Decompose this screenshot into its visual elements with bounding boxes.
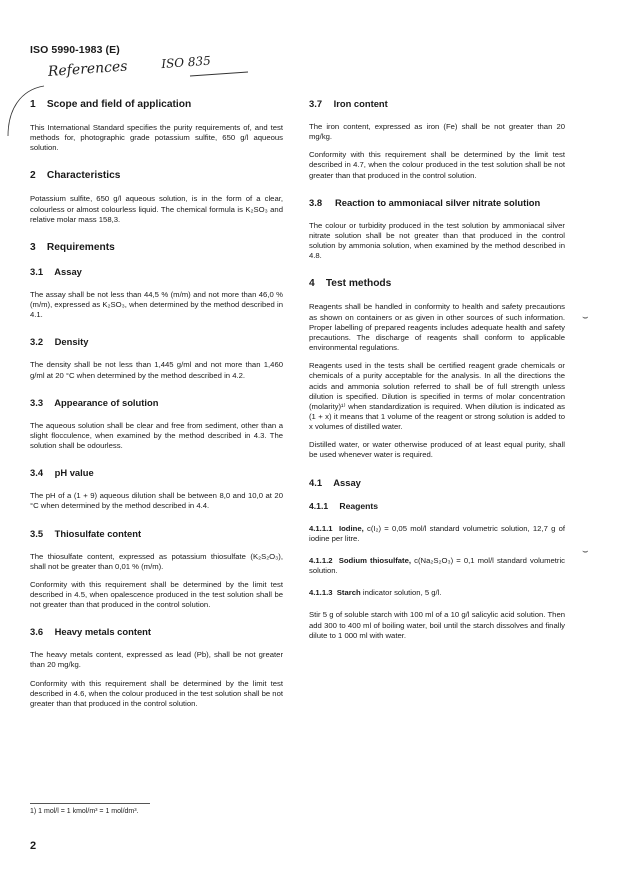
paragraph: Reagents used in the tests shall be certified reagent grade chemicals or chemicals of a purity acceptable for the analysis. In all the directions the acids and ammonia solution referred to shall be of full strength unless dilution is specified. Dilution is specified in terms of molar concentration (molarity)¹⁾ when standardization is required. When dilution is indicated as (1 + x) it means that 1 volume of the reagent or strong solution is added to x volumes of distilled water. bbox=[309, 361, 565, 432]
paragraph: This International Standard specifies the purity requirements of, and test methods for, photographic grade potassium sulfite, 650 g/l aqueous solution. bbox=[30, 123, 283, 153]
scan-mark: ⌣ bbox=[582, 546, 589, 557]
section-heading: 4 Test methods bbox=[309, 278, 392, 290]
subsection-heading: 3.5 Thiosulfate content bbox=[30, 527, 142, 539]
paragraph: Potassium sulfite, 650 g/l aqueous solution, is in the form of a clear, colourless or almost colourless liquid. The chemical formula is K₂SO₃ and relative molar mass 158,3. bbox=[30, 194, 283, 224]
paragraph: Distilled water, or water otherwise produced of at least equal purity, shall be used whenever water is required. bbox=[309, 440, 565, 460]
handwritten-reference-number: ISO 835 bbox=[160, 53, 212, 72]
paragraph: Conformity with this requirement shall be determined by the limit test described in 4.5, when opalescence produced in the test solution shall be not greater than that produced in the control solution. bbox=[30, 579, 283, 610]
paragraph: Conformity with this requirement shall be determined by the limit test described in 4.7, when the colour produced in the test solution shall be not greater than that produced in the control solution. bbox=[309, 150, 565, 180]
paragraph: The aqueous solution shall be clear and free from sediment, other than a slight flocculence, when examined by the method described in 4.3. The solution shall be odourless. bbox=[30, 420, 283, 451]
footnote: 1) 1 mol/l = 1 kmol/m³ = 1 mol/dm³. bbox=[30, 808, 139, 815]
subsection-heading: 3.4 pH value bbox=[30, 467, 94, 479]
reagent-item: 4.1.1.1 Iodine, c(I₂) = 0,05 mol/l standard volumetric solution, 12,7 g of iodine per litre. bbox=[309, 523, 565, 543]
page-number: 2 bbox=[30, 840, 37, 852]
section-heading: 2 Characteristics bbox=[30, 170, 121, 182]
section-heading: 1 Scope and field of application bbox=[30, 99, 192, 110]
footnote-rule bbox=[30, 803, 150, 804]
paragraph: The assay shall be not less than 44,5 % (m/m) and not more than 46,0 % (m/m), expressed as K₂SO₃, when determined by the method described in 4.1. bbox=[30, 289, 283, 320]
subsection-heading: 3.2 Density bbox=[30, 336, 89, 348]
paragraph: The iron content, expressed as iron (Fe) shall be not greater than 20 mg/kg. bbox=[309, 122, 565, 142]
paragraph: Stir 5 g of soluble starch with 100 ml of a 10 g/l salicylic acid solution. Then add 300 to 400 ml of boiling water, boil until the starch dissolves and finally dilute to 1 000 ml with water. bbox=[309, 610, 565, 640]
right-column bbox=[309, 98, 565, 641]
paragraph: Conformity with this requirement shall be determined by the limit test described in 4.6, when the colour produced in the test solution shall be not greater than that produced in the control solution. bbox=[30, 678, 283, 708]
left-column bbox=[30, 98, 283, 709]
reagent-item: 4.1.1.2 Sodium thiosulfate, c(Na₂S₂O₃) = 0,1 mol/l standard volumetric solution. bbox=[309, 555, 566, 576]
subsection-heading: 3.7 Iron content bbox=[309, 98, 388, 109]
subsection-heading: 4.1 Assay bbox=[309, 476, 361, 488]
paragraph: Reagents shall be handled in conformity to health and safety precautions as shown on containers or as given in other sources of such information. Proper labelling of prepared reagents includes adequate health and safety precautions. The discharge of reagents shall conform to applicable environmental regulations. bbox=[309, 302, 565, 353]
paragraph: The colour or turbidity produced in the test solution by ammoniacal silver nitrate solution shall be not greater than that produced in the control solution by ammonia solution, when examined by the method described in 4.8. bbox=[309, 220, 565, 261]
scan-mark: ⌣ bbox=[582, 312, 589, 323]
subsubsection-heading: 4.1.1 Reagents bbox=[309, 500, 379, 511]
paragraph: The thiosulfate content, expressed as potassium thiosulfate (K₂S₂O₃), shall not be greater than 0,01 % (m/m). bbox=[30, 551, 283, 571]
subsection-heading: 3.8 Reaction to ammoniacal silver nitrate solution bbox=[309, 196, 541, 208]
subsection-heading: 3.1 Assay bbox=[30, 265, 82, 277]
paragraph: The density shall be not less than 1,445 g/ml and not more than 1,460 g/ml at 20 °C when determined by the method described in 4.2. bbox=[30, 360, 283, 380]
subsection-heading: 3.3 Appearance of solution bbox=[30, 396, 159, 408]
reagent-item: 4.1.1.3 Starch indicator solution, 5 g/l. bbox=[309, 588, 442, 598]
paragraph: The heavy metals content, expressed as lead (Pb), shall be not greater than 20 mg/kg. bbox=[30, 650, 283, 670]
document-header: ISO 5990-1983 (E) bbox=[30, 44, 120, 56]
handwritten-references: References bbox=[47, 58, 128, 80]
section-heading: 3 Requirements bbox=[30, 241, 115, 253]
paragraph: The pH of a (1 + 9) aqueous dilution shall be between 8,0 and 10,0 at 20 °C when determined by the method described in 4.4. bbox=[30, 491, 283, 511]
subsection-heading: 3.6 Heavy metals content bbox=[30, 626, 152, 638]
